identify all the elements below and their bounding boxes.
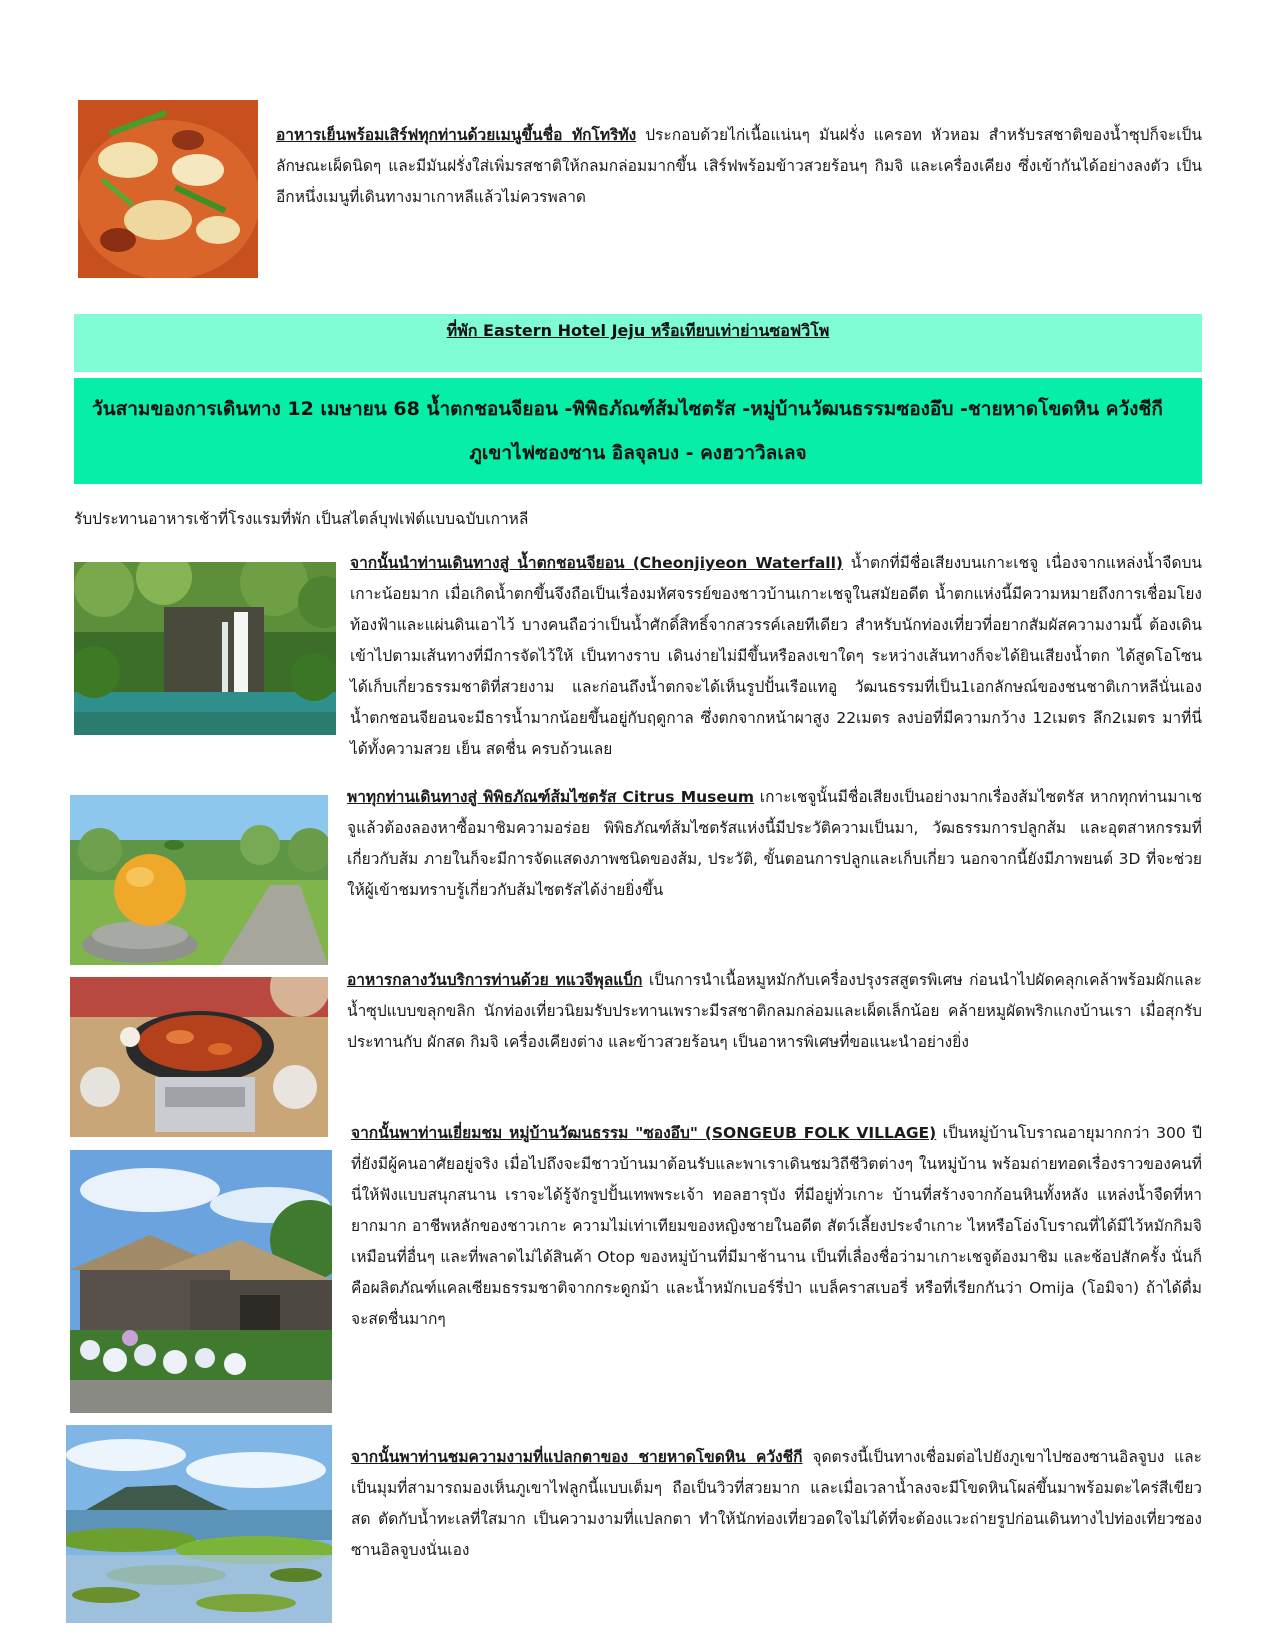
- hotel-banner: [74, 314, 1202, 372]
- citrus-body: เกาะเชจูนั้นมีชื่อเสียงเป็นอย่างมากเรื่องส้มไซตรัส หากทุกท่านมาเชจูแล้วต้องลองหาซื้อมาชิมความอร่อย พิพิธภัณฑ์ส้มไซตรัสแห่งนี้มีประวัติความเป็นมา, วัฒธรรมการปลูกส้ม และอุตสาหกรรมที่เกี่ยวกับส้ม ภายในก็จะมีการจัดแสดงภาพชนิดของส้ม, ประวัติ, ขั้นตอนการปลูกและเก็บเกี่ยว นอกจากนี้ยังมีภาพยนต์ 3D ที่จะช่วยให้ผู้เข้าชมทราบรู้เกี่ยวกับส้มไซตรัสได้ง่ายยิ่งขึ้น: [347, 788, 1202, 899]
- village-body: เป็นหมู่บ้านโบราณอายุมากกว่า 300 ปี ที่ยังมีผู้คนอาศัยอยู่จริง เมื่อไปถึงจะมีชาวบ้านมาต้อนรับและพาเราเดินชมวิถีชีวิตต่างๆ ในหมู่บ้าน พร้อมถ่ายทอดเรื่องราวของคนที่นี่ให้ฟังแบบสนุกสนาน เราจะได้รู้จักรูปปั้นเทพพระเจ้า ทอลฮารุบัง ที่มีอยู่ทั่วเกาะ บ้านที่สร้างจากก้อนหินทั้งหลัง แหล่งน้ำจืดที่หายากมาก อาชีพหลักของชาวเกาะ ความไม่เท่าเทียมของหญิงชายในอดีต สัตว์เลี้ยงประจำเกาะ ไหหรือโอ่งโบราณที่ได้มีไว้หมักกิมจิ เหมือนที่อื่นๆ และที่พลาดไม่ได้สินค้า Otop ของหมู่บ้านที่มีมาช้านาน เป็นที่เลื่องชื่อว่ามาเกาะเชจูต้องมาชิม และช้อปสักครั้ง นั่นก็คือผลิตภัณฑ์แคลเซียมธรรมชาติจากกระดูกม้า และน้ำหมักเบอร์รี่ป่า แบล็คราสเบอรี่ หรือที่เรียกกันว่า Omija (โอมิจา) ถ้าได้ดื่มจะสดชื่นมากๆ: [351, 1124, 1202, 1328]
- lunch-paragraph: [347, 965, 1202, 1058]
- dinner-paragraph: [276, 120, 1202, 213]
- pork-bulgogi-pan-photo: [70, 977, 328, 1137]
- hotel-text: ที่พัก Eastern Hotel Jeju หรือเทียบเท่าย่านซอฟวิโพ: [446, 321, 830, 340]
- citrus-paragraph: [347, 782, 1202, 906]
- breakfast-note: รับประทานอาหารเช้าที่โรงแรมที่พัก เป็นสไตล์บุฟเฟ่ต์แบบฉบับเกาหลี: [74, 510, 529, 528]
- beach-body: จุดตรงนี้เป็นทางเชื่อมต่อไปยังภูเขาไปซองซานอิลจูบง และเป็นมุมที่สามารถมองเห็นภูเขาไฟลูกนี้แบบเต็มๆ ถือเป็นวิวที่สวยมาก และเมื่อเวลาน้ำลงจะมีโขดหินโผล่ขึ้นมาพร้อมตะไคร่สีเขียวสด ตัดกับน้ำทะเลที่ใสมาก เป็นความงามที่แปลกตา ทำให้นักท่องเที่ยวอดใจไม่ได้ที่จะต้องแวะถ่ายรูปก่อนเดินทางไปท่องเที่ยวซองซานอิลจูบงนั่นเอง: [351, 1448, 1202, 1559]
- day3-title-line2: ภูเขาไฟซองซาน อิลจุลบง - คงฮวาวิลเลจ: [469, 442, 807, 464]
- seongeup-folk-village-photo: [70, 1150, 332, 1413]
- lunch-lead: อาหารกลางวันบริการท่านด้วย ทแวจีพุลแบ็ก: [347, 971, 643, 989]
- dinner-body: ประกอบด้วยไก่เนื้อแน่นๆ มันฝรั่ง แครอท หัวหอม สำหรับรสชาติของน้ำซุปก็จะเป็นลักษณะเผ็ดนิดๆ และมีมันฝรั่งใส่เพิ่มรสชาติให้กลมกล่อมมากขึ้น เสิร์ฟพร้อมข้าวสวยร้อนๆ กิมจิ และเครื่องเคียง ซึ่งเข้ากันได้อย่างลงตัว เป็นอีกหนึ่งเมนูที่เดินทางมาเกาหลีแล้วไม่ควรพลาด: [276, 126, 1202, 206]
- waterfall-paragraph: [74, 548, 1202, 765]
- spicy-chicken-stir-fry-photo: [78, 100, 258, 278]
- day3-banner: [74, 378, 1202, 484]
- beach-paragraph: [351, 1442, 1202, 1566]
- beach-lead: จากนั้นพาท่านชมความงามที่แปลกตาของ ชายหาดโขดหิน ควังชีกี: [351, 1448, 803, 1466]
- gwangchigi-beach-photo: [66, 1425, 332, 1623]
- day3-title-line1: วันสามของการเดินทาง 12 เมษายน 68 น้ำตกชอนจียอน -พิพิธภัณฑ์ส้มไซตรัส -หมู่บ้านวัฒนธรรมซองอึบ -ชายหาดโขดหิน ควังชีกี: [92, 398, 1163, 420]
- waterfall-float-spacer: [74, 548, 350, 738]
- lunch-body: เป็นการนำเนื้อหมูหมักกับเครื่องปรุงรสสูตรพิเศษ ก่อนนำไปผัดคลุกเคล้าพร้อมผักและน้ำซุปแบบขลุกขลิก นักท่องเที่ยวนิยมรับประทานเพราะมีรสชาติกลมกล่อมและเผ็ดเล็กน้อย คล้ายหมูผัดพริกแกงบ้านเรา เมื่อสุกรับประทานกับ ผักสด กิมจิ เครื่องเคียงต่าง และข้าวสวยร้อนๆ เป็นอาหารพิเศษที่ขอแนะนำอย่างยิ่ง: [347, 971, 1202, 1051]
- citrus-museum-photo: [70, 795, 328, 965]
- waterfall-body: น้ำตกที่มีชื่อเสียงบนเกาะเชจู เนื่องจากแหล่งน้ำจืดบนเกาะน้อยมาก เมื่อเกิดน้ำตกขึ้นจึงถือเป็นเรื่องมหัศจรรย์ของชาวบ้านเกาะเชจูในสมัยอดีต น้ำตกแห่งนี้มีความหมายถึงการเชื่อมโยงท้องฟ้าและแผ่นดินเอาไว้ บางคนถือว่าเป็นน้ำศักดิ์สิทธิ์จากสวรรค์เลยทีเดียว สำหรับนักท่องเที่ยวที่อยากสัมผัสความงามนี้ ต้องเดินเข้าไปตามเส้นทางที่มีการจัดไว้ให้ เป็นทางราบ เดินง่ายไม่มีขึ้นหรือลงเขาใดๆ ระหว่างเส้นทางก็จะได้ยินเสียงน้ำตก ได้สูดโอโซน ได้เก็บเกี่ยวธรรมชาติที่สวยงาม และก่อนถึงน้ำตกจะได้เห็นรูปปั้นเรือแทอู วัฒนธรรมที่เป็น1เอกลักษณ์ของชนชาติเกาหลีนั่นเอง น้ำตกชอนจียอนจะมีธารน้ำมากน้อยขึ้นอยู่กับฤดูกาล ซึ่งตกจากหน้าผาสูง 22เมตร ลงบ่อที่มีความกว้าง 12เมตร ลึก2เมตร มาที่นี่ได้ทั้งความสวย เย็น สดชื่น ครบถ้วนเลย: [350, 554, 1203, 758]
- waterfall-lead: จากนั้นนำท่านเดินทางสู่ น้ำตกชอนจียอน (Cheonjiyeon Waterfall): [350, 554, 843, 572]
- citrus-lead: พาทุกท่านเดินทางสู่ พิพิธภัณฑ์ส้มไซตรัส Citrus Museum: [347, 788, 755, 806]
- village-paragraph: [351, 1118, 1202, 1335]
- dinner-lead: อาหารเย็นพร้อมเสิร์ฟทุกท่านด้วยเมนูขึ้นชื่อ ทักโทริทัง: [276, 126, 637, 144]
- village-lead: จากนั้นพาท่านเยี่ยมชม หมู่บ้านวัฒนธรรม "ซองอึบ" (SONGEUB FOLK VILLAGE): [351, 1124, 937, 1142]
